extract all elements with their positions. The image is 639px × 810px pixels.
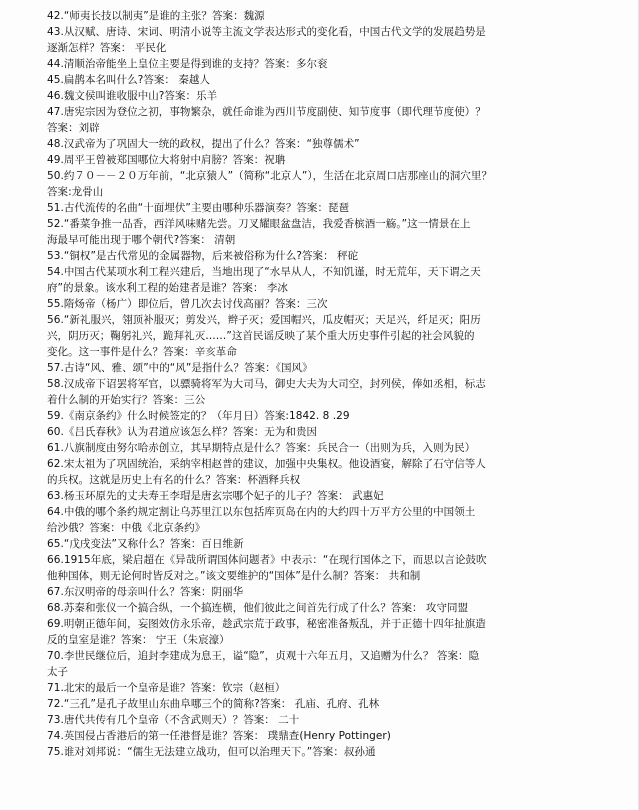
line-q43-cont: 逐渐怎样？答案： 平民化 bbox=[47, 42, 167, 54]
line-q57: 57.古诗“风、雅、颂”中的“风”是指什么？答案：《国风》 bbox=[47, 362, 313, 374]
line-q55: 55.隋炀帝（杨广）即位后，曾几次去讨伐高丽？答案：三次 bbox=[47, 298, 328, 310]
line-q58: 58.汉成帝下诏罢将军官，以骠骑将军为大司马，御史大夫为大司空，封列侯，俸如丞相，标志 bbox=[47, 378, 486, 390]
line-q44: 44.清顺治帝能坐上皇位主要是得到谁的支持？答案：多尔衮 bbox=[47, 58, 328, 70]
line-q56: 56.“新礼服兴，翎顶补服灭；剪发兴，辫子灭；爱国帽兴，瓜皮帽灭；天足兴，纤足灭；阳历 bbox=[47, 314, 481, 326]
line-q60: 60.《吕氏春秋》认为君道应该怎么样？答案：无为和贵因 bbox=[47, 426, 318, 438]
line-q62: 62.宋太祖为了巩固统治，采纳宰相赵普的建议，加强中央集权。他设酒宴，解除了石守信等人 bbox=[47, 458, 486, 470]
line-q69: 69.明朝正德年间，妄图效仿永乐帝，趁武宗荒于政事，秘密准备叛乱，并于正德十四年扯旗造 bbox=[47, 618, 486, 630]
line-q53: 53.“铜权”是古代常见的金属器物，后来被俗称为什么?答案： 秤砣 bbox=[47, 250, 359, 262]
qa-list bbox=[47, 8, 625, 760]
line-q52: 52.“番菜争推一品香，西洋风味赌先尝。刀叉耀眼盆盘洁，我爱香槟酒一觞。”这一情景在上 bbox=[47, 218, 471, 230]
line-q47-cont: 答案：刘辟 bbox=[47, 122, 100, 134]
line-q46: 46.魏文侯叫谁收服中山?答案：乐羊 bbox=[47, 90, 218, 102]
line-q62-cont: 的兵权。这就是历史上有名的什么？答案：杯酒释兵权 bbox=[47, 474, 301, 486]
line-q70-cont: 太子 bbox=[47, 666, 69, 678]
line-q51: 51.古代流传的名曲“十面埋伏”主要由哪种乐器演奏？答案：琵琶 bbox=[47, 202, 350, 214]
line-q59: 59.《南京条约》什么时候签定的？（年月日）答案:1842. 8 .29 bbox=[47, 410, 350, 422]
line-q58-cont: 着什么制的开始实行？答案：三公 bbox=[47, 394, 206, 406]
line-q61: 61.八旗制度由努尔哈赤创立，其早期特点是什么？答案：兵民合一（出则为兵，入则为民） bbox=[47, 442, 476, 454]
line-q70: 70.李世民继位后，追封李建成为息王，谥“隐”，贞观十六年五月，又追赠为什么？ 答案：隐 bbox=[47, 650, 480, 662]
line-q67: 67.东汉明帝的母亲叫什么？答案：阴丽华 bbox=[47, 586, 244, 598]
line-q64: 64.中俄的哪个条约规定割让乌苏里江以东包括库页岛在内的大约四十万平方公里的中国领土 bbox=[47, 506, 476, 518]
line-q54: 54.中国古代某项水利工程兴建后，当地出现了“水旱从人，不知饥谨，时无荒年，天下谓之天 bbox=[47, 266, 481, 278]
line-q45: 45.扁鹊本名叫什么?答案： 秦越人 bbox=[47, 74, 211, 86]
line-q65: 65.“戊戌变法”又称什么？答案：百日维新 bbox=[47, 538, 244, 550]
line-q49: 49.周平王曾被郑国哪位大将射中肩膀？答案：祝聃 bbox=[47, 154, 286, 166]
line-q71: 71.北宋的最后一个皇帝是谁？答案：钦宗（赵桓） bbox=[47, 682, 286, 694]
line-q50-cont: 答案:龙骨山 bbox=[47, 186, 104, 198]
line-q75: 75.谁对刘邦说：“儒生无法建立战功，但可以治理天下。”答案：叔孙通 bbox=[47, 746, 376, 758]
line-q50: 50.约７０－－２０万年前，“北京猿人”（简称“北京人”），生活在北京周口店那座山的洞穴里？ bbox=[47, 170, 493, 182]
line-q43: 43.从汉赋、唐诗、宋词、明清小说等主流文学表达形式的变化看，中国古代文学的发展趋势是 bbox=[47, 26, 486, 38]
line-q73: 73.唐代共传有几个皇帝（不含武则天）？答案： 二十 bbox=[47, 714, 300, 726]
line-q48: 48.汉武帝为了巩固大一统的政权，提出了什么？答案：“独尊儒术” bbox=[47, 138, 360, 150]
line-q56-cont-2: 变化。这一事件是什么？答案：辛亥革命 bbox=[47, 346, 237, 358]
line-q66-cont: 他种国体，则无论何时皆反对之。”该文要维护的“国体”是什么制？答案： 共和制 bbox=[47, 570, 421, 582]
line-q42: 42.“师夷长技以制夷”是谁的主张？答案：魏源 bbox=[47, 10, 265, 22]
line-q47: 47.唐宪宗因为登位之初，事物繁杂，就任命谁为西川节度副使、知节度事（即代理节度使）？ bbox=[47, 106, 486, 118]
line-q66: 66.1915年底，梁启超在《异哉所谓国体问题者》中表示：“在现行国体之下，而思以言论鼓吹 bbox=[47, 554, 487, 566]
line-q56-cont-1: 兴，阴历灭；鞠躬礼兴，跪拜礼灭……”这首民谣反映了某个重大历史事件引起的社会风貌的 bbox=[47, 330, 475, 342]
line-q63: 63.杨玉环原先的丈夫寿王李瑁是唐玄宗哪个妃子的儿子？答案： 武惠妃 bbox=[47, 490, 384, 502]
line-q52-cont: 海最早可能出现于哪个朝代?答案： 清朝 bbox=[47, 234, 236, 246]
line-q64-cont: 给沙俄？答案：中俄《北京条约》 bbox=[47, 522, 206, 534]
line-q69-cont: 反的皇室是谁？答案： 宁王（朱宸濠） bbox=[47, 634, 230, 646]
line-q68: 68.苏秦和张仪一个搞合纵，一个搞连横，他们彼此之间首先行成了什么？答案： 攻守同盟 bbox=[47, 602, 469, 614]
line-q72: 72.“三孔”是孔子故里山东曲阜哪三个的简称?答案： 孔庙、孔府、孔林 bbox=[47, 698, 380, 710]
line-q74: 74.英国侵占香港后的第一任港督是谁？答案： 璞鼎查(Henry Pottinger) bbox=[47, 730, 391, 742]
line-q54-cont: 府”的景象。该水利工程的始建者是谁？答案： 李冰 bbox=[47, 282, 288, 294]
